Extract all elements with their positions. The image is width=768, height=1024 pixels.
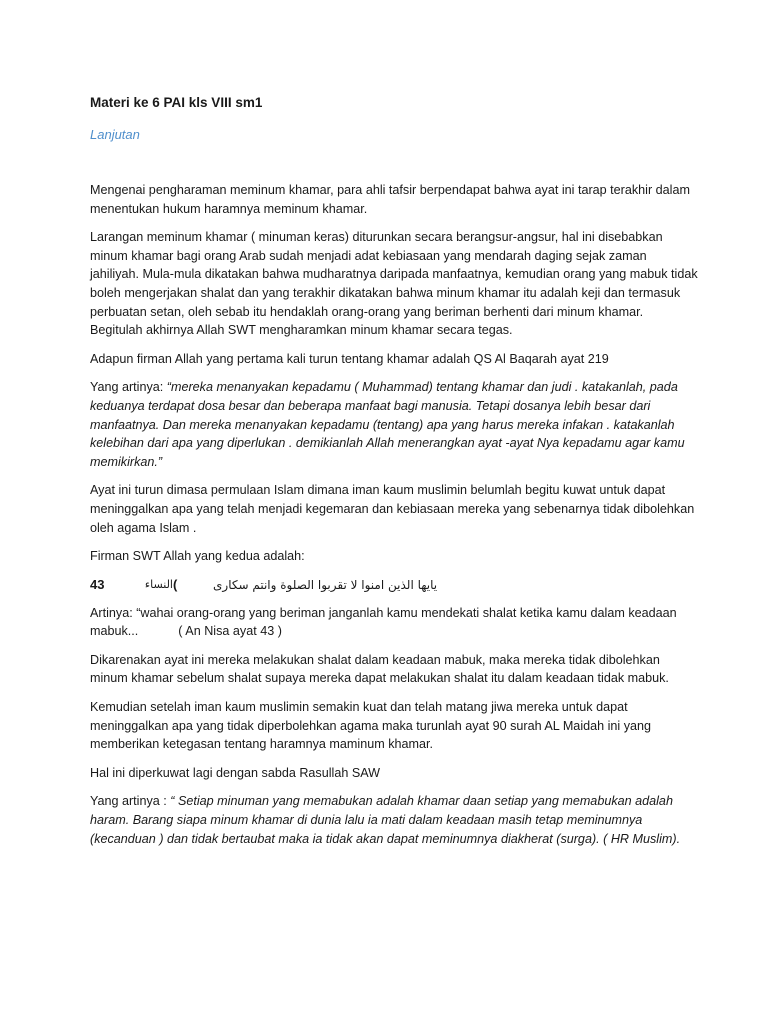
paragraph-11-quote: “ Setiap minuman yang memabukan adalah khamar daan setiap yang memabukan adalah haram. Barang siapa minum khamar di dunia lalu ia mati dalam keadaan masih tetap meminumnya (kecanduan ) dan tidak bertaubat maka ia tidak akan dapat meminumnya diakherat (surga). ( HR Muslim). <box>90 794 681 846</box>
paragraph-5: Ayat ini turun dimasa permulaan Islam dimana iman kaum muslimin belumlah begitu kuwat untuk dapat meninggalkan apa yang telah menjadi kegemaran dan kebiasaan mereka yang sebenarnya tidak dibolehkan oleh agama Islam . <box>90 483 695 535</box>
paragraph-11 <box>90 792 698 848</box>
paragraph-4-quote: “mereka menanyakan kepadamu ( Muhammad) tentang khamar dan judi . katakanlah, pada keduanya terdapat dosa besar dan beberapa manfaat bagi manusia. Tetapi dosanya lebih besar dari manfaatnya. Dan mereka menanyakan kepadamu (tentang) apa yang harus mereka infakan . katakanlah kelebihan dari apa yang diperlukan . demikianlah Allah menerangkan ayat -ayat Nya kepadamu agar kamu memikirkan.” <box>90 380 685 469</box>
document-title: Materi ke 6 PAI kls VIII sm1 <box>90 95 263 110</box>
paragraph-2: Larangan meminum khamar ( minuman keras) diturunkan secara berangsur-angsur, hal ini disebabkan minum khamar bagi orang Arab sudah menjadi adat kebiasaan yang mendarah daging sejak zaman jahiliyah. Mula-mula dikatakan bahwa mudharatnya daripada manfaatnya, kemudian orang yang mabuk tidak boleh mengerjakan shalat dan yang terakhir dikatakan bahwa minum khamar itu adalah keji dan termasuk perbuatan setan, oleh sebab itu hendaklah orang-orang yang beriman berhenti dari minum khamar. Begitulah akhirnya Allah SWT mengharamkan minum khamar secara tegas. <box>90 230 698 338</box>
paragraph-11-lead: Yang artinya : <box>90 794 171 809</box>
paragraph-3: Adapun firman Allah yang pertama kali turun tentang khamar adalah QS Al Baqarah ayat 219 <box>90 351 609 366</box>
paragraph-4-lead: Yang artinya: <box>90 380 167 395</box>
paragraph-10: Hal ini diperkuwat lagi dengan sabda Rasullah SAW <box>90 765 381 780</box>
ayah-number: 43 <box>90 576 105 592</box>
paragraph-4 <box>90 378 698 471</box>
paragraph-1: Mengenai pengharaman meminum khamar, para ahli tafsir berpendapat bahwa ayat ini tarap terakhir dalam menentukan hukum haramnya meminum khamar. <box>90 183 690 216</box>
paragraph-8: Dikarenakan ayat ini mereka melakukan shalat dalam keadaan mabuk, maka mereka tidak dibolehkan minum khamar sebelum shalat supaya mereka dapat melakukan shalat itu dalam keadaan tidak mabuk. <box>90 652 669 686</box>
document-subtitle: Lanjutan <box>90 127 140 142</box>
surah-name: النساء <box>144 578 173 591</box>
arabic-paren: ( <box>173 576 178 592</box>
paragraph-7-text: Artinya: “wahai orang-orang yang beriman janganlah kamu mendekati shalat ketika kamu dalam keadaan mabuk... <box>90 605 677 639</box>
paragraph-7 <box>90 604 698 641</box>
arabic-verse-line <box>90 576 698 594</box>
paragraph-7-reference: ( An Nisa ayat 43 ) <box>178 624 282 639</box>
paragraph-9: Kemudian setelah iman kaum muslimin semakin kuat dan telah matang jiwa mereka untuk dapat meninggalkan apa yang tidak diperbolehkan agama maka turunlah ayat 90 surah AL Maidah ini yang memberikan ketegasan tentang haramnya maminum khamar. <box>90 700 652 752</box>
arabic-verse: يايها الذين امنوا لا تقربوا الصلوة وانتم سكارى <box>213 577 438 592</box>
paragraph-6: Firman SWT Allah yang kedua adalah: <box>90 549 305 564</box>
